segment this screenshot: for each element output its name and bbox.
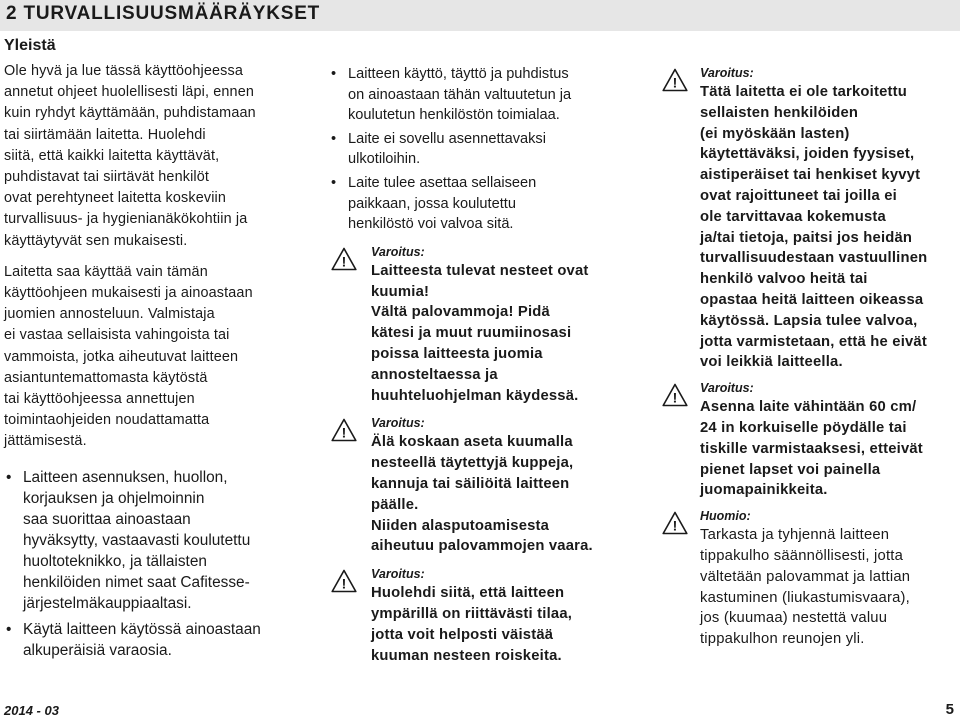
text-line: korjauksen ja ohjelmoinnin: [23, 489, 205, 507]
text-line: juomien annosteluun. Valmistaja: [4, 306, 215, 323]
text-line: sellaisten henkilöiden: [700, 104, 859, 121]
text-line: hyväksytty, vastaavasti koulutettu: [23, 531, 251, 549]
warning-text: [371, 432, 644, 557]
text-line: toimintaohjeiden noudattamatta: [4, 412, 210, 429]
warning-label: Varoitus:: [371, 244, 425, 259]
warning-box: [329, 565, 644, 666]
bullet-list: [329, 64, 644, 235]
warning-box: [329, 243, 644, 407]
text-line: Laite ei sovellu asennettavaksi: [348, 130, 546, 147]
text-line: vammoista, jotka aiheutuvat laitteen: [4, 348, 239, 365]
warning-triangle-icon: [331, 418, 357, 442]
text-line: saa suorittaa ainoastaan: [23, 510, 191, 528]
text-line: puhdistavat tai siirtävät henkilöt: [4, 169, 210, 186]
list-item: [4, 619, 304, 661]
bullet-icon: •: [6, 620, 12, 638]
warning-label: Varoitus:: [371, 567, 425, 582]
list-item: [4, 467, 304, 614]
text-line: jättämisestä.: [4, 433, 87, 450]
warning-box: [660, 64, 960, 373]
warning-triangle-icon: [662, 383, 688, 407]
list-item: [329, 64, 644, 126]
warning-triangle-icon: [662, 511, 688, 535]
text-line: vältetään palovammat ja lattian: [700, 568, 911, 585]
text-line: koulutetun henkilöstön toimialaa.: [348, 107, 560, 124]
text-line: käyttäytyvät sen mukaisesti.: [4, 232, 188, 249]
text-line: opastaa heitä laitteen oikeassa: [700, 291, 924, 308]
warning-text: [700, 397, 960, 501]
bullet-icon: •: [331, 174, 337, 191]
footer-date: 2014 - 03: [4, 703, 59, 718]
warning-text: [700, 82, 960, 373]
text-line: Laitteesta tulevat nesteet ovat: [371, 262, 589, 279]
bullet-list: [4, 467, 304, 661]
text-line: alkuperäisiä varaosia.: [23, 641, 172, 659]
text-line: kastuminen (liukastumisvaara),: [700, 589, 910, 606]
warning-box: [329, 414, 644, 557]
text-line: poissa laitteesta juomia: [371, 345, 543, 362]
bullet-icon: •: [331, 130, 337, 147]
list-item: [329, 173, 644, 235]
text-line: tai käyttöohjeessa annettujen: [4, 391, 195, 408]
text-line: Laitetta saa käyttää vain tämän: [4, 263, 208, 280]
bullet-icon: •: [331, 66, 337, 82]
text-line: käytössä. Lapsia tulee valvoa,: [700, 312, 918, 329]
text-line: Laitteen asennuksen, huollon,: [23, 468, 228, 486]
chapter-title: 2 TURVALLISUUSMÄÄRÄYKSET: [6, 3, 321, 24]
text-line: jos (kuumaa) nestettä valuu: [700, 610, 888, 627]
warning-box: [660, 379, 960, 501]
warning-label: Varoitus:: [700, 66, 754, 80]
svg-text:!: !: [672, 517, 678, 534]
text-line: annetut ohjeet huolellisesti läpi, ennen: [4, 84, 255, 101]
text-line: juomapainikkeita.: [700, 482, 828, 499]
svg-text:!: !: [341, 424, 347, 441]
text-line: henkilö valvoo heitä tai: [700, 271, 868, 288]
text-line: jotta voit helposti väistää: [371, 626, 554, 643]
chapter-header-bar: [0, 0, 960, 31]
text-line: 24 in korkuiselle pöydälle tai: [700, 419, 907, 436]
text-line: aiheutuu palovammojen vaara.: [371, 538, 593, 555]
text-line: nesteellä täytettyjä kuppeja,: [371, 455, 574, 472]
text-line: Asenna laite vähintään 60 cm/: [700, 399, 917, 416]
text-line: Huolehdi siitä, että laitteen: [371, 585, 565, 602]
text-line: kätesi ja muut ruumiinosasi: [371, 325, 572, 342]
text-line: Älä koskaan aseta kuumalla: [371, 434, 573, 451]
warning-triangle-icon: [662, 68, 688, 92]
text-line: aistiperäiset tai henkiset kyvyt: [700, 167, 921, 184]
text-line: ovat rajoittuneet tai joilla ei: [700, 187, 897, 204]
warning-label: Varoitus:: [371, 416, 425, 431]
text-line: kannuja tai säiliöitä laitteen: [371, 475, 570, 492]
list-item: [329, 129, 644, 170]
text-line: kuumia!: [371, 283, 430, 300]
text-line: turvallisuudestaan vastuullinen: [700, 250, 928, 267]
text-line: kuin ryhdyt käyttämään, puhdistamaan: [4, 105, 256, 122]
text-line: ovat perehtyneet laitetta koskeviin: [4, 190, 227, 207]
svg-text:!: !: [341, 575, 347, 592]
text-line: käyttöohjeen mukaisesti ja ainoastaan: [4, 285, 253, 302]
svg-text:!: !: [341, 253, 347, 270]
warning-triangle-icon: [331, 569, 357, 593]
text-line: (ei myöskään lasten): [700, 125, 850, 142]
text-line: on ainoastaan tähän valtuutetun ja: [348, 86, 572, 103]
text-line: huuhteluohjelman käydessä.: [371, 387, 579, 404]
paragraph-intended-use: [4, 262, 304, 453]
text-line: Laitteen käyttö, täyttö ja puhdistus: [348, 66, 569, 82]
bullet-icon: •: [6, 468, 12, 486]
text-line: henkilöstö voi valvoa sitä.: [348, 216, 514, 233]
paragraph-general-instructions: [4, 61, 304, 252]
text-line: Tarkasta ja tyhjennä laitteen: [700, 527, 890, 544]
page-number: 5: [945, 701, 954, 718]
text-line: Niiden alasputoamisesta: [371, 517, 550, 534]
text-line: turvallisuus- ja hygienianäkökohtiin ja: [4, 211, 248, 228]
column-3: [660, 64, 960, 650]
text-line: tippakulhon reunojen yli.: [700, 631, 865, 648]
svg-text:!: !: [672, 74, 678, 91]
warning-text: [371, 261, 644, 407]
text-line: siitä, että kaikki laitetta käyttävät,: [4, 147, 220, 164]
text-line: Käytä laitteen käytössä ainoastaan: [23, 620, 261, 638]
text-line: kuuman nesteen roiskeita.: [371, 647, 562, 664]
column-2: [329, 64, 644, 666]
warning-label: Varoitus:: [700, 381, 754, 396]
text-line: tiskille varmistaaksesi, etteivät: [700, 440, 923, 457]
text-line: tai siirtämään laitetta. Huolehdi: [4, 126, 206, 143]
svg-text:!: !: [672, 389, 678, 406]
section-title: Yleistä: [4, 37, 56, 54]
text-line: päälle.: [371, 496, 419, 513]
text-line: paikkaan, jossa koulutettu: [348, 195, 516, 212]
text-line: käytettäväksi, joiden fyysiset,: [700, 146, 915, 163]
text-line: ole tarvittavaa kokemusta: [700, 208, 886, 225]
text-line: Ole hyvä ja lue tässä käyttöohjeessa: [4, 63, 243, 79]
text-line: jotta varmistetaan, että he eivät: [700, 333, 927, 350]
text-line: Tätä laitetta ei ole tarkoitettu: [700, 84, 908, 100]
text-line: annosteltaessa ja: [371, 366, 498, 383]
text-line: voi leikkiä laitteella.: [700, 354, 843, 371]
text-line: ulkotiloihin.: [348, 151, 421, 168]
warning-triangle-icon: [331, 247, 357, 271]
text-line: ja/tai tietoja, paitsi jos heidän: [700, 229, 913, 246]
warning-text: [371, 583, 644, 666]
text-line: Vältä palovammoja! Pidä: [371, 304, 550, 321]
text-line: ei vastaa sellaisista vahingoista tai: [4, 327, 230, 344]
text-line: järjestelmäkauppiaaltasi.: [23, 594, 192, 612]
text-line: huoltoteknikko, ja tällaisten: [23, 552, 207, 570]
warning-box: [660, 507, 960, 650]
text-line: pienet lapset voi painella: [700, 461, 881, 478]
warning-text: [700, 525, 960, 650]
warning-label: Huomio:: [700, 509, 751, 524]
text-line: henkilöiden nimet saat Cafitesse-: [23, 573, 250, 591]
text-line: asiantuntemattomasta käytöstä: [4, 369, 208, 386]
text-line: tippakulho säännöllisesti, jotta: [700, 547, 903, 564]
text-line: Laite tulee asettaa sellaiseen: [348, 174, 537, 191]
text-line: ympärillä on riittävästi tilaa,: [371, 605, 573, 622]
column-1: [4, 61, 304, 661]
